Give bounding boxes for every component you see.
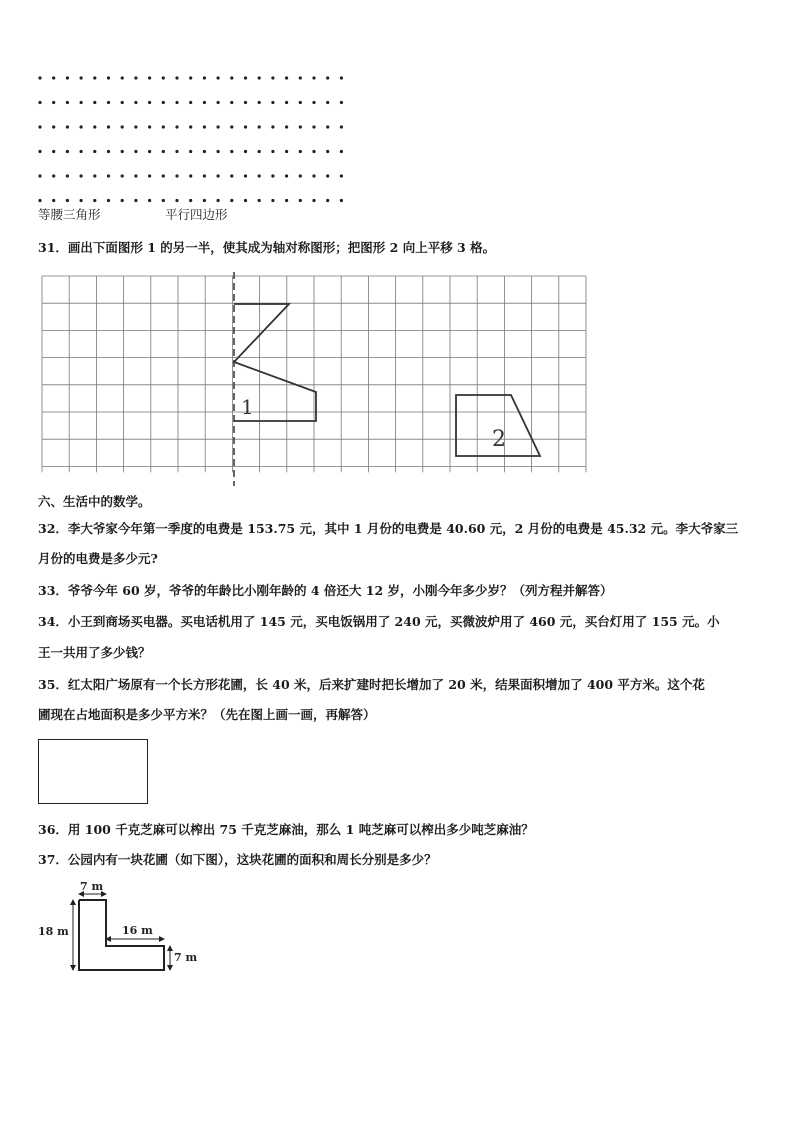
question-32-line1: 32．李大爷家今年第一季度的电费是 153.75 元，其中 1 月份的电费是 40.60 元，2 月份的电费是 45.32 元。李大爷家三 — [38, 521, 739, 536]
grid-dot — [38, 101, 41, 104]
dim-left-label: 18 m — [38, 925, 69, 938]
grid-dot — [66, 199, 69, 202]
label-isosceles-triangle: 等腰三角形 — [38, 207, 101, 222]
grid-dot — [326, 174, 329, 177]
grid-dot — [271, 199, 274, 202]
question-36: 36．用 100 千克芝麻可以榨出 75 千克芝麻油，那么 1 吨芝麻可以榨出多少吨芝麻油？ — [38, 822, 534, 837]
grid-dot — [326, 199, 329, 202]
grid-dot — [217, 101, 220, 104]
grid-dot — [189, 101, 192, 104]
grid-dot — [285, 150, 288, 153]
grid-dot — [80, 150, 83, 153]
grid-dot — [52, 125, 55, 128]
grid-dot — [340, 199, 343, 202]
grid-dot — [80, 199, 83, 202]
grid-dot — [162, 125, 165, 128]
grid-dot — [326, 150, 329, 153]
grid-dot — [312, 199, 315, 202]
grid-dot — [230, 76, 233, 79]
grid-dot — [217, 199, 220, 202]
grid-dot — [299, 150, 302, 153]
grid-dot — [66, 76, 69, 79]
square-grid-figure — [40, 270, 605, 490]
grid-dot — [326, 125, 329, 128]
grid-dot — [175, 150, 178, 153]
grid-dot — [326, 76, 329, 79]
grid-dot — [52, 199, 55, 202]
grid-dot — [121, 199, 124, 202]
dim-inner-label: 16 m — [122, 924, 153, 937]
grid-dot — [80, 76, 83, 79]
grid-dot — [134, 199, 137, 202]
grid-dot — [162, 199, 165, 202]
grid-dot — [80, 125, 83, 128]
question-31: 31．画出下面图形 1 的另一半，使其成为轴对称图形；把图形 2 向上平移 3 格。 — [38, 240, 496, 255]
grid-dot — [244, 101, 247, 104]
grid-dot — [93, 174, 96, 177]
grid-dot — [66, 101, 69, 104]
grid-dot — [162, 150, 165, 153]
grid-dot — [203, 150, 206, 153]
grid-dot — [230, 174, 233, 177]
grid-dot — [107, 174, 110, 177]
grid-dot — [312, 125, 315, 128]
grid-dot — [162, 174, 165, 177]
grid-dot — [121, 76, 124, 79]
grid-dot — [312, 150, 315, 153]
grid-dot — [230, 150, 233, 153]
grid-dot — [271, 125, 274, 128]
grid-dot — [285, 199, 288, 202]
grid-dot — [217, 76, 220, 79]
grid-dot — [299, 199, 302, 202]
figure-1-label: 1 — [241, 395, 254, 419]
grid-dot — [175, 174, 178, 177]
grid-dot — [148, 174, 151, 177]
grid-dot — [189, 174, 192, 177]
grid-dot — [66, 174, 69, 177]
grid-dot — [326, 101, 329, 104]
label-parallelogram: 平行四边形 — [165, 207, 228, 222]
grid-dot — [38, 174, 41, 177]
grid-dot — [93, 199, 96, 202]
grid-dot — [299, 125, 302, 128]
grid-dot — [80, 101, 83, 104]
dim-top-label: 7 m — [80, 880, 104, 893]
grid-dot — [134, 125, 137, 128]
grid-dot — [80, 174, 83, 177]
grid-dot — [340, 150, 343, 153]
question-34-line2: 王一共用了多少钱？ — [38, 645, 151, 660]
grid-dot — [148, 101, 151, 104]
l-shaped-garden-figure — [36, 878, 206, 978]
grid-dot — [258, 174, 261, 177]
grid-dot — [38, 199, 41, 202]
grid-dot — [162, 101, 165, 104]
grid-dot — [121, 101, 124, 104]
grid-dot — [217, 150, 220, 153]
grid-dot — [189, 76, 192, 79]
grid-dot — [244, 76, 247, 79]
grid-dot — [107, 125, 110, 128]
grid-dot — [217, 125, 220, 128]
grid-dot — [52, 174, 55, 177]
grid-dot — [148, 76, 151, 79]
grid-dot — [121, 174, 124, 177]
grid-dot — [258, 76, 261, 79]
grid-dot — [244, 199, 247, 202]
grid-dot — [162, 76, 165, 79]
grid-dot — [312, 76, 315, 79]
grid-dot — [244, 174, 247, 177]
grid-dot — [175, 199, 178, 202]
grid-dot — [66, 150, 69, 153]
grid-dot — [258, 199, 261, 202]
grid-dot — [134, 150, 137, 153]
grid-dot — [189, 199, 192, 202]
grid-dot — [107, 101, 110, 104]
dim-right-label: 7 m — [174, 951, 198, 964]
grid-dot — [148, 125, 151, 128]
grid-dot — [203, 199, 206, 202]
grid-dot — [340, 76, 343, 79]
dot-grid — [34, 70, 354, 210]
grid-dot — [93, 101, 96, 104]
grid-dot — [134, 76, 137, 79]
grid-dot — [52, 101, 55, 104]
grid-dot — [217, 174, 220, 177]
grid-dot — [52, 76, 55, 79]
grid-dot — [175, 101, 178, 104]
grid-dot — [175, 125, 178, 128]
grid-dot — [189, 125, 192, 128]
grid-dot — [312, 174, 315, 177]
grid-dot — [244, 150, 247, 153]
grid-dot — [271, 76, 274, 79]
grid-dot — [299, 101, 302, 104]
section-heading: 六、生活中的数学。 — [38, 494, 151, 509]
question-34-line1: 34．小王到商场买电器。买电话机用了 145 元，买电饭锅用了 240 元，买微波炉用了 460 元，买台灯用了 155 元。小 — [38, 614, 720, 629]
grid-dot — [271, 150, 274, 153]
grid-dot — [189, 150, 192, 153]
grid-dot — [244, 125, 247, 128]
grid-dot — [175, 76, 178, 79]
grid-dot — [38, 125, 41, 128]
grid-dot — [93, 150, 96, 153]
grid-dot — [38, 150, 41, 153]
grid-dot — [230, 125, 233, 128]
grid-dot — [230, 199, 233, 202]
grid-dot — [258, 101, 261, 104]
grid-dot — [271, 101, 274, 104]
grid-dot — [148, 150, 151, 153]
question-37: 37．公园内有一块花圃（如下图），这块花圃的面积和周长分别是多少？ — [38, 852, 437, 867]
question-32-line2: 月份的电费是多少元? — [38, 551, 158, 566]
grid-dot — [52, 150, 55, 153]
grid-dot — [134, 101, 137, 104]
grid-dot — [93, 125, 96, 128]
grid-dot — [66, 125, 69, 128]
grid-dot — [134, 174, 137, 177]
question-35-line2: 圃现在占地面积是多少平方米？（先在图上画一画，再解答） — [38, 707, 376, 722]
grid-dot — [285, 76, 288, 79]
grid-dot — [258, 150, 261, 153]
grid-dot — [38, 76, 41, 79]
grid-dot — [203, 101, 206, 104]
grid-dot — [121, 125, 124, 128]
grid-dot — [299, 76, 302, 79]
grid-dot — [340, 101, 343, 104]
grid-dot — [340, 174, 343, 177]
grid-dot — [299, 174, 302, 177]
grid-dot — [93, 76, 96, 79]
grid-dot — [107, 150, 110, 153]
grid-dot — [203, 76, 206, 79]
grid-dot — [203, 174, 206, 177]
grid-dot — [107, 76, 110, 79]
grid-dot — [107, 199, 110, 202]
grid-dot — [271, 174, 274, 177]
question-35-line1: 35．红太阳广场原有一个长方形花圃，长 40 米，后来扩建时把长增加了 20 米，结果面积增加了 400 平方米。这个花 — [38, 677, 705, 692]
grid-dot — [258, 125, 261, 128]
grid-dot — [148, 199, 151, 202]
question-33: 33．爷爷今年 60 岁，爷爷的年龄比小刚年龄的 4 倍还大 12 岁，小刚今年多少岁？（列方程并解答） — [38, 583, 613, 598]
grid-dot — [285, 174, 288, 177]
grid-dot — [285, 125, 288, 128]
grid-dot — [340, 125, 343, 128]
figure-2-label: 2 — [492, 427, 506, 452]
grid-dot — [203, 125, 206, 128]
rectangle-figure — [38, 739, 148, 804]
grid-dot — [312, 101, 315, 104]
grid-dot — [285, 101, 288, 104]
grid-dot — [121, 150, 124, 153]
grid-dot — [230, 101, 233, 104]
